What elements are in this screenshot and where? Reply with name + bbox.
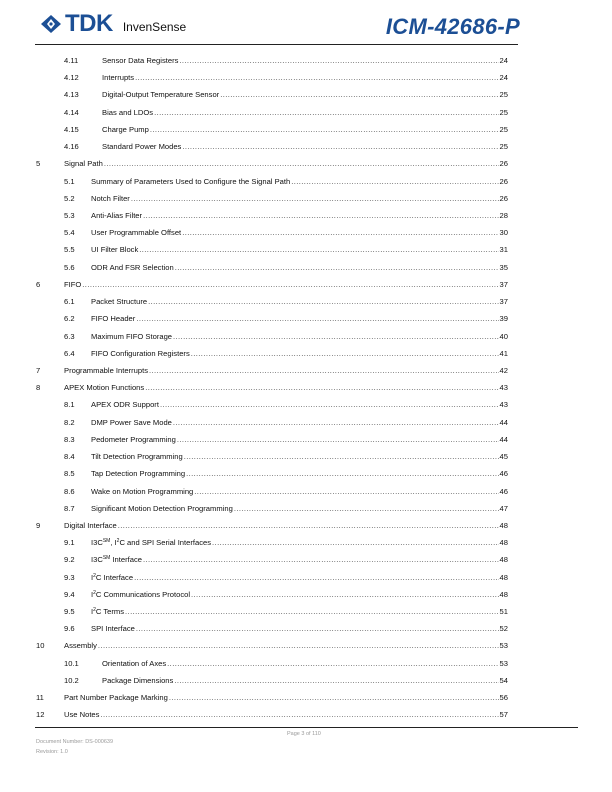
toc-entry-page: 39	[499, 314, 508, 324]
toc-entry[interactable]	[0, 537, 612, 549]
toc-entry-title[interactable]	[64, 382, 145, 394]
toc-entry-number: 9.6	[64, 624, 75, 634]
toc-entry[interactable]	[0, 417, 612, 429]
toc-entry-title[interactable]	[91, 244, 139, 256]
toc-entry-number: 5.1	[64, 176, 75, 186]
toc-entry-number: 12	[36, 710, 45, 720]
toc-entry-number: 8.2	[64, 417, 75, 427]
toc-entry[interactable]	[0, 141, 612, 153]
toc-entry-title[interactable]	[91, 486, 194, 498]
toc-entry[interactable]	[0, 176, 612, 188]
dot-leader	[191, 348, 500, 360]
dot-leader	[154, 107, 500, 119]
toc-entry-title[interactable]	[102, 675, 174, 687]
toc-entry[interactable]	[0, 692, 612, 704]
toc-entry-title[interactable]	[91, 606, 125, 618]
title-text: C Interface	[95, 572, 134, 582]
toc-entry-title[interactable]	[91, 313, 136, 325]
title-text: Bias and LDOs	[102, 107, 154, 117]
toc-entry-title[interactable]	[91, 210, 143, 222]
toc-entry-number: 4.14	[64, 107, 79, 117]
toc-entry-number: 9.2	[64, 555, 75, 565]
toc-entry-number: 8.1	[64, 400, 75, 410]
title-text: Interface	[110, 555, 142, 565]
toc-entry-title[interactable]	[91, 296, 148, 308]
toc-entry[interactable]	[0, 331, 612, 343]
title-text: I3C	[91, 555, 103, 565]
title-text: I	[91, 607, 94, 617]
toc-entry[interactable]	[0, 554, 612, 566]
toc-entry[interactable]	[0, 503, 612, 515]
dot-leader	[134, 572, 500, 584]
toc-entry-number: 9	[36, 520, 41, 530]
title-text: ODR And FSR Selection	[91, 262, 174, 272]
dot-leader	[177, 434, 500, 446]
toc-entry[interactable]	[0, 72, 612, 84]
title-text: APEX ODR Support	[91, 400, 159, 410]
toc-entry-page: 37	[499, 297, 508, 307]
toc-entry-title[interactable]	[102, 55, 179, 67]
dot-leader	[173, 417, 500, 429]
toc-entry-title[interactable]	[91, 417, 173, 429]
toc-entry-title[interactable]	[91, 262, 175, 274]
dot-leader	[82, 279, 500, 291]
toc-entry[interactable]	[0, 262, 612, 274]
toc-entry-page: 25	[499, 142, 508, 152]
toc-entry-page: 46	[499, 469, 508, 479]
toc-entry[interactable]	[0, 451, 612, 463]
toc-entry[interactable]	[0, 348, 612, 360]
toc-entry[interactable]	[0, 124, 612, 136]
title-text: C and SPI Serial Interfaces	[119, 538, 212, 548]
toc-entry[interactable]	[0, 382, 612, 394]
superscript: 2	[93, 572, 96, 579]
toc-entry-title[interactable]	[91, 348, 191, 360]
toc-entry-page: 30	[499, 228, 508, 238]
title-text: I	[91, 572, 94, 582]
toc-entry-title[interactable]	[91, 623, 136, 635]
dot-leader	[182, 227, 500, 239]
dot-leader	[145, 382, 500, 394]
dot-leader	[136, 623, 500, 635]
toc-entry[interactable]	[0, 313, 612, 325]
toc-entry-number: 6.4	[64, 348, 75, 358]
dot-leader	[174, 675, 500, 687]
toc-entry-page: 48	[499, 572, 508, 582]
toc-entry[interactable]	[0, 658, 612, 670]
title-text: C Terms	[95, 607, 125, 617]
toc-entry-number: 9.4	[64, 589, 75, 599]
dot-leader	[131, 193, 500, 205]
title-text: Significant Motion Detection Programming	[91, 503, 233, 513]
toc-entry-title[interactable]	[64, 158, 104, 170]
toc-entry-title[interactable]	[64, 709, 100, 721]
toc-entry-number: 10	[36, 641, 45, 651]
toc-entry-page: 54	[499, 675, 508, 685]
toc-entry-page: 25	[499, 90, 508, 100]
toc-entry[interactable]	[0, 244, 612, 256]
title-text: , I	[110, 538, 117, 548]
toc-entry[interactable]	[0, 296, 612, 308]
toc-entry-title[interactable]	[91, 331, 173, 343]
toc-entry-title[interactable]	[64, 640, 98, 652]
toc-entry[interactable]	[0, 623, 612, 635]
title-text: Part Number Package Marking	[64, 693, 168, 703]
toc-entry-number: 10.2	[64, 675, 79, 685]
title-text: Packet Structure	[91, 297, 148, 307]
toc-entry-page: 31	[499, 245, 508, 255]
toc-entry-page: 53	[499, 641, 508, 651]
title-text: Interrupts	[102, 73, 135, 83]
toc-entry-number: 5.5	[64, 245, 75, 255]
title-text: Sensor Data Registers	[102, 56, 179, 65]
toc-entry-number: 5.3	[64, 210, 75, 220]
toc-entry-number: 5	[36, 159, 41, 169]
dot-leader	[143, 210, 500, 222]
toc-entry[interactable]	[0, 434, 612, 446]
title-text: Orientation of Axes	[102, 658, 167, 668]
title-text: FIFO	[64, 279, 82, 289]
toc-entry[interactable]	[0, 55, 612, 67]
title-text: Pedometer Programming	[91, 434, 176, 444]
title-text: Anti-Alias Filter	[91, 210, 143, 220]
toc-entry-page: 48	[499, 538, 508, 548]
toc-entry-number: 6.3	[64, 331, 75, 341]
dot-leader	[234, 503, 500, 515]
title-text: APEX Motion Functions	[64, 383, 145, 393]
toc-entry-page: 45	[499, 452, 508, 462]
toc-entry-title[interactable]	[102, 72, 135, 84]
toc-entry[interactable]	[0, 210, 612, 222]
footer-divider	[35, 727, 578, 728]
title-text: Maximum FIFO Storage	[91, 331, 173, 341]
title-text: C Communications Protocol	[95, 589, 191, 599]
title-text: Charge Pump	[102, 124, 149, 134]
toc-entry-page: 43	[499, 400, 508, 410]
dot-leader	[118, 520, 500, 532]
toc-entry-number: 4.16	[64, 142, 79, 152]
toc-entry-page: 43	[499, 383, 508, 393]
toc-entry-title[interactable]	[91, 176, 291, 188]
toc-entry-number: 7	[36, 365, 41, 375]
title-text: Package Dimensions	[102, 675, 174, 685]
title-text: FIFO Header	[91, 314, 136, 324]
tdk-logo-icon	[40, 14, 62, 34]
dot-leader	[167, 658, 500, 670]
toc-entry[interactable]	[0, 468, 612, 480]
dot-leader	[149, 365, 500, 377]
toc-entry-title[interactable]	[91, 537, 212, 549]
dot-leader	[175, 262, 500, 274]
toc-entry-title[interactable]	[64, 692, 169, 704]
toc-entry-number: 10.1	[64, 658, 79, 668]
toc-entry-title[interactable]	[102, 107, 154, 119]
logo-sub: InvenSense	[122, 20, 187, 34]
title-text: Tilt Detection Programming	[91, 452, 183, 462]
dot-leader	[169, 692, 500, 704]
title-text: User Programmable Offset	[91, 228, 182, 238]
toc-entry-number: 4.12	[64, 73, 79, 83]
toc-entry-title[interactable]	[91, 399, 160, 411]
title-text: I	[91, 589, 94, 599]
superscript: 2	[116, 538, 120, 545]
toc-entry-number: 6.2	[64, 314, 75, 324]
toc-entry-title[interactable]	[102, 141, 182, 153]
toc-entry-number: 9.3	[64, 572, 75, 582]
toc-entry-number: 4.11	[64, 56, 79, 65]
toc-entry[interactable]	[0, 640, 612, 652]
toc-entry-number: 6	[36, 279, 41, 289]
toc-entry-page: 24	[499, 73, 508, 83]
superscript: 2	[93, 607, 96, 614]
toc-entry-title[interactable]	[64, 279, 82, 291]
dot-leader	[160, 399, 500, 411]
toc-entry-number: 8.7	[64, 503, 75, 513]
dot-leader	[125, 606, 500, 618]
toc-entry-title[interactable]	[91, 468, 186, 480]
dot-leader	[191, 589, 500, 601]
toc-entry[interactable]	[0, 107, 612, 119]
toc-entry-title[interactable]	[91, 503, 234, 515]
toc-entry-page: 40	[499, 331, 508, 341]
toc-entry-number: 8.5	[64, 469, 75, 479]
dot-leader	[136, 313, 500, 325]
toc-entry-page: 44	[499, 417, 508, 427]
toc-entry-page: 26	[499, 193, 508, 203]
toc-entry-title[interactable]	[91, 572, 134, 584]
dot-leader	[194, 486, 500, 498]
toc-entry[interactable]	[0, 572, 612, 584]
header-divider	[35, 44, 518, 45]
toc-entry-number: 8.3	[64, 434, 75, 444]
toc-entry-page: 28	[499, 210, 508, 220]
toc-entry-number: 6.1	[64, 297, 75, 307]
document-title: ICM-42686-P	[385, 14, 520, 39]
title-text: UI Filter Block	[91, 245, 139, 255]
title-text: DMP Power Save Mode	[91, 417, 172, 427]
title-text: Assembly	[64, 641, 97, 651]
document-number: Document Number: DS-000639	[36, 739, 114, 745]
toc-entry[interactable]	[0, 520, 612, 532]
dot-leader	[100, 709, 500, 721]
title-text: SPI Interface	[91, 624, 135, 634]
dot-leader	[182, 141, 500, 153]
dot-leader	[148, 296, 500, 308]
dot-leader	[135, 72, 500, 84]
toc-entry-title[interactable]	[64, 365, 149, 377]
toc-entry-page: 52	[499, 624, 508, 634]
toc-entry[interactable]	[0, 193, 612, 205]
toc-entry-number: 5.6	[64, 262, 75, 272]
title-text: Programmable Interrupts	[64, 365, 148, 375]
toc-entry-page: 47	[499, 503, 508, 513]
toc-entry-page: 51	[499, 607, 508, 617]
revision: Revision: 1.0	[36, 749, 68, 755]
toc-entry-page: 46	[499, 486, 508, 496]
toc-entry-page: 25	[499, 107, 508, 117]
logo-brand: TDK	[65, 10, 113, 37]
title-text: I3C	[91, 538, 103, 548]
toc-entry-title[interactable]	[91, 554, 143, 566]
title-text: FIFO Configuration Registers	[91, 348, 190, 358]
toc-entry-page: 24	[499, 56, 508, 65]
dot-leader	[150, 124, 500, 136]
toc-entry-number: 4.15	[64, 124, 79, 134]
dot-leader	[184, 451, 500, 463]
toc-entry-number: 9.1	[64, 538, 75, 548]
toc-entry-title[interactable]	[102, 658, 167, 670]
toc-entry-title[interactable]	[102, 124, 150, 136]
toc-entry[interactable]	[0, 89, 612, 101]
toc-entry-number: 5.2	[64, 193, 75, 203]
dot-leader	[186, 468, 500, 480]
dot-leader	[143, 554, 500, 566]
dot-leader	[104, 158, 500, 170]
toc-entry-page: 26	[499, 159, 508, 169]
toc-entry-page: 48	[499, 589, 508, 599]
dot-leader	[173, 331, 500, 343]
toc-entry-number: 8.4	[64, 452, 75, 462]
toc-entry-page: 44	[499, 434, 508, 444]
superscript: SM	[102, 555, 111, 562]
toc-entry[interactable]	[0, 399, 612, 411]
toc-entry-page: 56	[499, 693, 508, 703]
toc-entry-page: 37	[499, 279, 508, 289]
toc-entry[interactable]	[0, 675, 612, 687]
toc-entry[interactable]	[0, 365, 612, 377]
toc-entry-number: 8.6	[64, 486, 75, 496]
dot-leader	[179, 55, 500, 67]
dot-leader	[212, 537, 500, 549]
dot-leader	[139, 244, 500, 256]
toc-entry-title[interactable]	[91, 227, 182, 239]
dot-leader	[291, 176, 500, 188]
toc-entry[interactable]	[0, 227, 612, 239]
toc-entry[interactable]	[0, 709, 612, 721]
toc-entry-number: 4.13	[64, 90, 79, 100]
toc-entry-page: 53	[499, 658, 508, 668]
title-text: Use Notes	[64, 710, 100, 720]
toc-entry-page: 48	[499, 520, 508, 530]
superscript: 2	[93, 589, 96, 596]
toc-entry-title[interactable]	[91, 193, 131, 205]
tdk-invensense-logo	[40, 10, 187, 37]
toc-entry-page: 41	[499, 348, 508, 358]
toc-entry-title[interactable]	[91, 451, 184, 463]
title-text: Tap Detection Programming	[91, 469, 186, 479]
title-text: Signal Path	[64, 159, 103, 169]
toc-entry-number: 5.4	[64, 228, 75, 238]
superscript: SM	[102, 538, 111, 545]
toc-entry-page: 42	[499, 365, 508, 375]
toc-entry-page: 26	[499, 176, 508, 186]
title-text: Notch Filter	[91, 193, 130, 203]
title-text: Wake on Motion Programming	[91, 486, 194, 496]
toc-entry-number: 9.5	[64, 607, 75, 617]
toc-entry-page: 57	[499, 710, 508, 720]
toc-entry[interactable]	[0, 589, 612, 601]
toc-entry-title[interactable]	[91, 589, 191, 601]
title-text: Standard Power Modes	[102, 142, 182, 152]
toc-entry[interactable]	[0, 158, 612, 170]
toc-entry[interactable]	[0, 486, 612, 498]
page-number: Page 3 of 110	[287, 731, 321, 737]
title-text: Summary of Parameters Used to Configure the Signal Path	[91, 176, 291, 186]
toc-entry[interactable]	[0, 279, 612, 291]
toc-entry-number: 11	[36, 693, 44, 703]
toc-entry-page: 48	[499, 555, 508, 565]
title-text: Digital Interface	[64, 520, 117, 530]
toc-entry-page: 25	[499, 124, 508, 134]
dot-leader	[98, 640, 500, 652]
toc-entry-title[interactable]	[102, 89, 220, 101]
toc-entry-number: 8	[36, 383, 41, 393]
dot-leader	[220, 89, 500, 101]
title-text: Digital-Output Temperature Sensor	[102, 90, 220, 100]
toc-entry-title[interactable]	[64, 520, 118, 532]
toc-entry-page: 35	[499, 262, 508, 272]
toc-entry[interactable]	[0, 606, 612, 618]
toc-entry-title[interactable]	[91, 434, 177, 446]
